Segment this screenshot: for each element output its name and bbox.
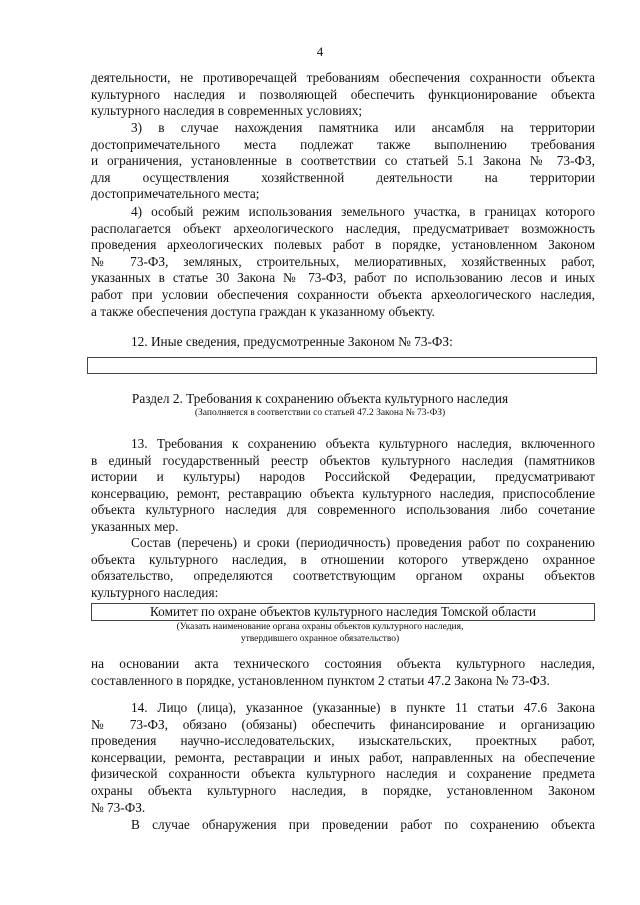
text-line: проведения археологических полевых работ в порядке, установленном Законом bbox=[91, 237, 595, 253]
text-line: на основании акта технического состояния объекта культурного наследия, bbox=[91, 656, 595, 671]
paragraph-item-3 bbox=[91, 120, 595, 203]
text-line: достопримечательного места подлежат также выполнению требования bbox=[91, 136, 595, 152]
text-line: № 73-ФЗ. bbox=[91, 799, 146, 815]
text-line: 4) особый режим использования земельного участка, в границах которого bbox=[131, 204, 595, 219]
text-line: а также обеспечения доступа граждан к указанному объекту. bbox=[91, 303, 435, 319]
text-line: № 73-ФЗ, земляных, строительных, мелиоративных, хозяйственных работ, bbox=[91, 253, 595, 269]
page-number: 4 bbox=[316, 44, 324, 59]
paragraph-item-4 bbox=[91, 204, 595, 320]
text-line: № 73-ФЗ, обязано (обязаны) обеспечить финансирование и организацию bbox=[91, 716, 595, 732]
text-line: указанных мер. bbox=[91, 518, 179, 534]
authority-note-1: (Указать наименование органа охраны объектов культурного наследия, bbox=[176, 622, 464, 632]
text-line: консервации, ремонта, реставрации и иных работ, направленных на обеспечение bbox=[91, 749, 595, 765]
text-line: работ при условии обеспечения сохранности объекта археологического наследия, bbox=[91, 286, 595, 302]
authority-name: Комитет по охране объектов культурного наследия Томской области bbox=[149, 604, 537, 619]
text-line: объекта культурного наследия для современного использования либо сочетание bbox=[91, 502, 595, 518]
text-line: культурного наследия и позволяющей обеспечить функционирование объекта bbox=[91, 86, 595, 102]
authority-note-2: утвердившего охранное обязательство) bbox=[240, 634, 400, 644]
text-line: деятельности, не противоречащей требованиям обеспечения сохранности объекта bbox=[91, 70, 595, 85]
text-line: консервацию, ремонт, реставрацию объекта культурного наследия, приспособление bbox=[91, 485, 595, 501]
text-line: объекта культурного наследия, в отношении которого утверждено охранное bbox=[91, 551, 595, 567]
text-line: составленного в порядке, установленном пунктом 2 статьи 47.2 Закона № 73-ФЗ. bbox=[91, 672, 550, 688]
item-12-value-box bbox=[87, 357, 597, 374]
paragraph-item-14 bbox=[91, 700, 595, 816]
item-12-label: 12. Иные сведения, предусмотренные Законом № 73-ФЗ: bbox=[131, 334, 453, 349]
text-line: 3) в случае нахождения памятника или ансамбля на территории bbox=[131, 120, 595, 135]
text-line: 13. Требования к сохранению объекта культурного наследия, включенного bbox=[131, 436, 595, 451]
section-title: Раздел 2. Требования к сохранению объекта культурного наследия bbox=[131, 391, 509, 406]
text-line: и ограничения, установленные в соответствии со статьей 5.1 Закона № 73-ФЗ, bbox=[91, 153, 595, 169]
text-line: в единый государственный реестр объектов культурного наследия (памятников bbox=[91, 452, 595, 468]
text-line: В случае обнаружения при проведении работ по сохранению объекта bbox=[131, 817, 595, 832]
authority-box bbox=[91, 603, 595, 621]
text-line: Состав (перечень) и сроки (периодичность) проведения работ по сохранению bbox=[131, 535, 595, 550]
text-line: истории и культуры) народов Российской Федерации, предусматривают bbox=[91, 469, 595, 485]
paragraph-continuation bbox=[91, 70, 595, 120]
text-line: культурного наследия в современных условиях; bbox=[91, 103, 363, 119]
text-line: обязательство, определяются соответствующим органом охраны объектов bbox=[91, 568, 595, 584]
text-line: культурного наследия: bbox=[91, 584, 219, 600]
text-line: физической сохранности объекта культурного наследия и сохранение предмета bbox=[91, 766, 595, 782]
text-line: указанных в статье 30 Закона № 73-ФЗ, работ по использованию лесов и иных bbox=[91, 270, 595, 286]
text-line: для осуществления хозяйственной деятельности на территории bbox=[91, 169, 595, 185]
text-line: проведения научно-исследовательских, изыскательских, проектных работ, bbox=[91, 733, 595, 749]
paragraph-basis bbox=[91, 656, 595, 689]
text-line: 14. Лицо (лица), указанное (указанные) в пункте 11 статьи 47.6 Закона bbox=[131, 700, 595, 715]
paragraph-composition bbox=[91, 535, 595, 601]
paragraph-last bbox=[91, 817, 595, 834]
text-line: располагается объект археологического наследия, предусматривает возможность bbox=[91, 220, 595, 236]
text-line: достопримечательного места; bbox=[91, 186, 260, 202]
section-note: (Заполняется в соответствии со статьей 47.2 Закона № 73-ФЗ) bbox=[194, 408, 446, 418]
text-line: охраны объекта культурного наследия, в порядке, установленном Законом bbox=[91, 782, 595, 798]
paragraph-item-13 bbox=[91, 436, 595, 536]
